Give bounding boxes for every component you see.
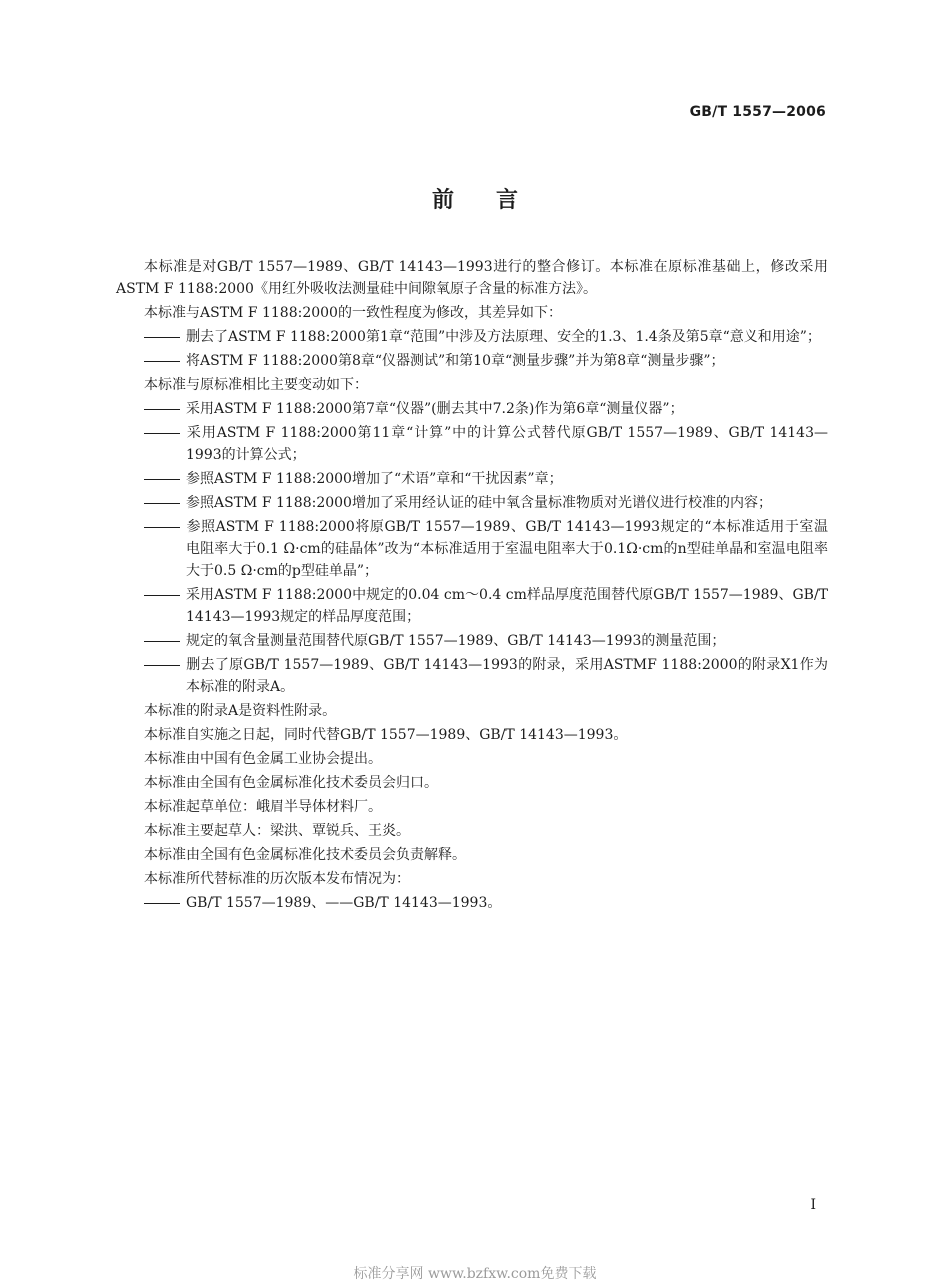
list-item-text: 参照ASTM F 1188:2000将原GB/T 1557—1989、GB/T 14143—1993规定的“本标准适用于室温电阻率大于0.1 Ω·cm的硅晶体”改为“本标准适用于室温电阻率大于0.1Ω·cm的n型硅单晶和室温电阻率大于0.5 Ω·cm的p型硅单晶”； — [186, 519, 828, 579]
list-item — [144, 584, 828, 628]
dash-marker — [144, 492, 186, 514]
list-item — [144, 654, 828, 698]
dash-marker — [144, 630, 186, 652]
list-item — [144, 630, 828, 652]
dash-marker — [144, 654, 186, 676]
dash-marker — [144, 468, 186, 490]
paragraph: 本标准由全国有色金属标准化技术委员会负责解释。 — [144, 847, 466, 863]
list-item — [144, 516, 828, 582]
dash-marker — [144, 516, 186, 538]
paragraph: 本标准由中国有色金属工业协会提出。 — [144, 751, 382, 767]
list-item-text: 采用ASTM F 1188:2000第11章“计算”中的计算公式替代原GB/T 1557—1989、GB/T 14143—1993的计算公式； — [186, 425, 828, 463]
dash-marker — [144, 350, 186, 372]
list-item-text: 删去了ASTM F 1188:2000第1章“范围”中涉及方法原理、安全的1.3、1.4条及第5章“意义和用途”； — [186, 329, 821, 345]
list-item-text: 参照ASTM F 1188:2000增加了采用经认证的硅中氧含量标准物质对光谱仪进行校准的内容； — [186, 495, 772, 511]
paragraph: 本标准起草单位：峨眉半导体材料厂。 — [144, 799, 382, 815]
list-item-text: 参照ASTM F 1188:2000增加了“术语”章和“干扰因素”章； — [186, 471, 563, 487]
dash-marker — [144, 584, 186, 606]
dash-marker — [144, 422, 186, 444]
list-item — [144, 398, 828, 420]
list-item-text: 将ASTM F 1188:2000第8章“仪器测试”和第10章“测量步骤”并为第8章“测量步骤”； — [186, 353, 725, 369]
paragraph: 本标准与ASTM F 1188:2000的一致性程度为修改，其差异如下： — [144, 305, 562, 321]
document-body — [116, 256, 828, 916]
dash-marker — [144, 398, 186, 420]
paragraph: 本标准主要起草人：梁洪、覃锐兵、王炎。 — [144, 823, 410, 839]
list-item — [144, 422, 828, 466]
list-item-text: GB/T 1557—1989、——GB/T 14143—1993。 — [186, 895, 502, 911]
paragraph: 本标准自实施之日起，同时代替GB/T 1557—1989、GB/T 14143—1993。 — [144, 727, 628, 743]
paragraph: 本标准所代替标准的历次版本发布情况为： — [144, 871, 410, 887]
dash-marker — [144, 326, 186, 348]
list-item — [144, 468, 828, 490]
paragraph: 本标准与原标准相比主要变动如下： — [144, 377, 368, 393]
list-item-text: 采用ASTM F 1188:2000第7章“仪器”(删去其中7.2条)作为第6章“测量仪器”； — [186, 401, 684, 417]
list-item — [144, 892, 828, 914]
list-item — [144, 350, 828, 372]
paragraph: 本标准是对GB/T 1557—1989、GB/T 14143—1993进行的整合修订。本标准在原标准基础上，修改采用ASTM F 1188:2000《用红外吸收法测量硅中间隙氧原子含量的标准方法》。 — [116, 259, 828, 297]
page-title: 前言 — [431, 188, 560, 213]
list-item — [144, 326, 828, 348]
paragraph: 本标准由全国有色金属标准化技术委员会归口。 — [144, 775, 438, 791]
list-item-text: 采用ASTM F 1188:2000中规定的0.04 cm～0.4 cm样品厚度范围替代原GB/T 1557—1989、GB/T 14143—1993规定的样品厚度范围； — [186, 587, 828, 625]
standard-number: GB/T 1557—2006 — [689, 104, 826, 120]
list-item — [144, 492, 828, 514]
list-item-text: 规定的氧含量测量范围替代原GB/T 1557—1989、GB/T 14143—1993的测量范围； — [186, 633, 726, 649]
paragraph: 本标准的附录A是资料性附录。 — [144, 703, 337, 719]
dash-marker — [144, 892, 186, 914]
watermark-text: 标准分享网 www.bzfxw.com免费下载 — [353, 1266, 597, 1282]
list-item-text: 删去了原GB/T 1557—1989、GB/T 14143—1993的附录，采用ASTMF 1188:2000的附录X1作为本标准的附录A。 — [186, 657, 828, 695]
page-number: I — [810, 1197, 816, 1213]
